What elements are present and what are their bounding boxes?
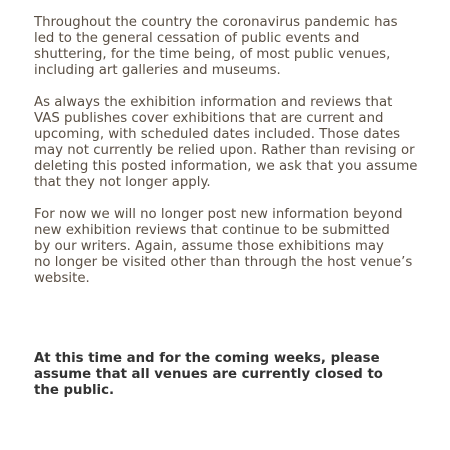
paragraph-pandemic: Throughout the country the coronavirus pandemic has led to the general cessation of public events and shuttering, for the time being, of most public venues, including art galleries and museums. xyxy=(34,15,398,78)
notice-block xyxy=(34,15,434,399)
paragraph-exhibition-dates: As always the exhibition information and reviews that VAS publishes cover exhibitions that are current and upcoming, with scheduled dates included. Those dates may not currently be relied upon. Rather than revising or deleting this posted information, we ask that you assume that they not longer apply. xyxy=(34,95,418,190)
paragraph-posting-policy: For now we will no longer post new information beyond new exhibition reviews that continue to be submitted by our writers. Again, assume those exhibitions may no longer be visited other than through the host venue’s website. xyxy=(34,207,413,286)
closure-notice: At this time and for the coming weeks, please assume that all venues are currently closed to the public. xyxy=(34,351,383,398)
spacer xyxy=(34,303,434,351)
